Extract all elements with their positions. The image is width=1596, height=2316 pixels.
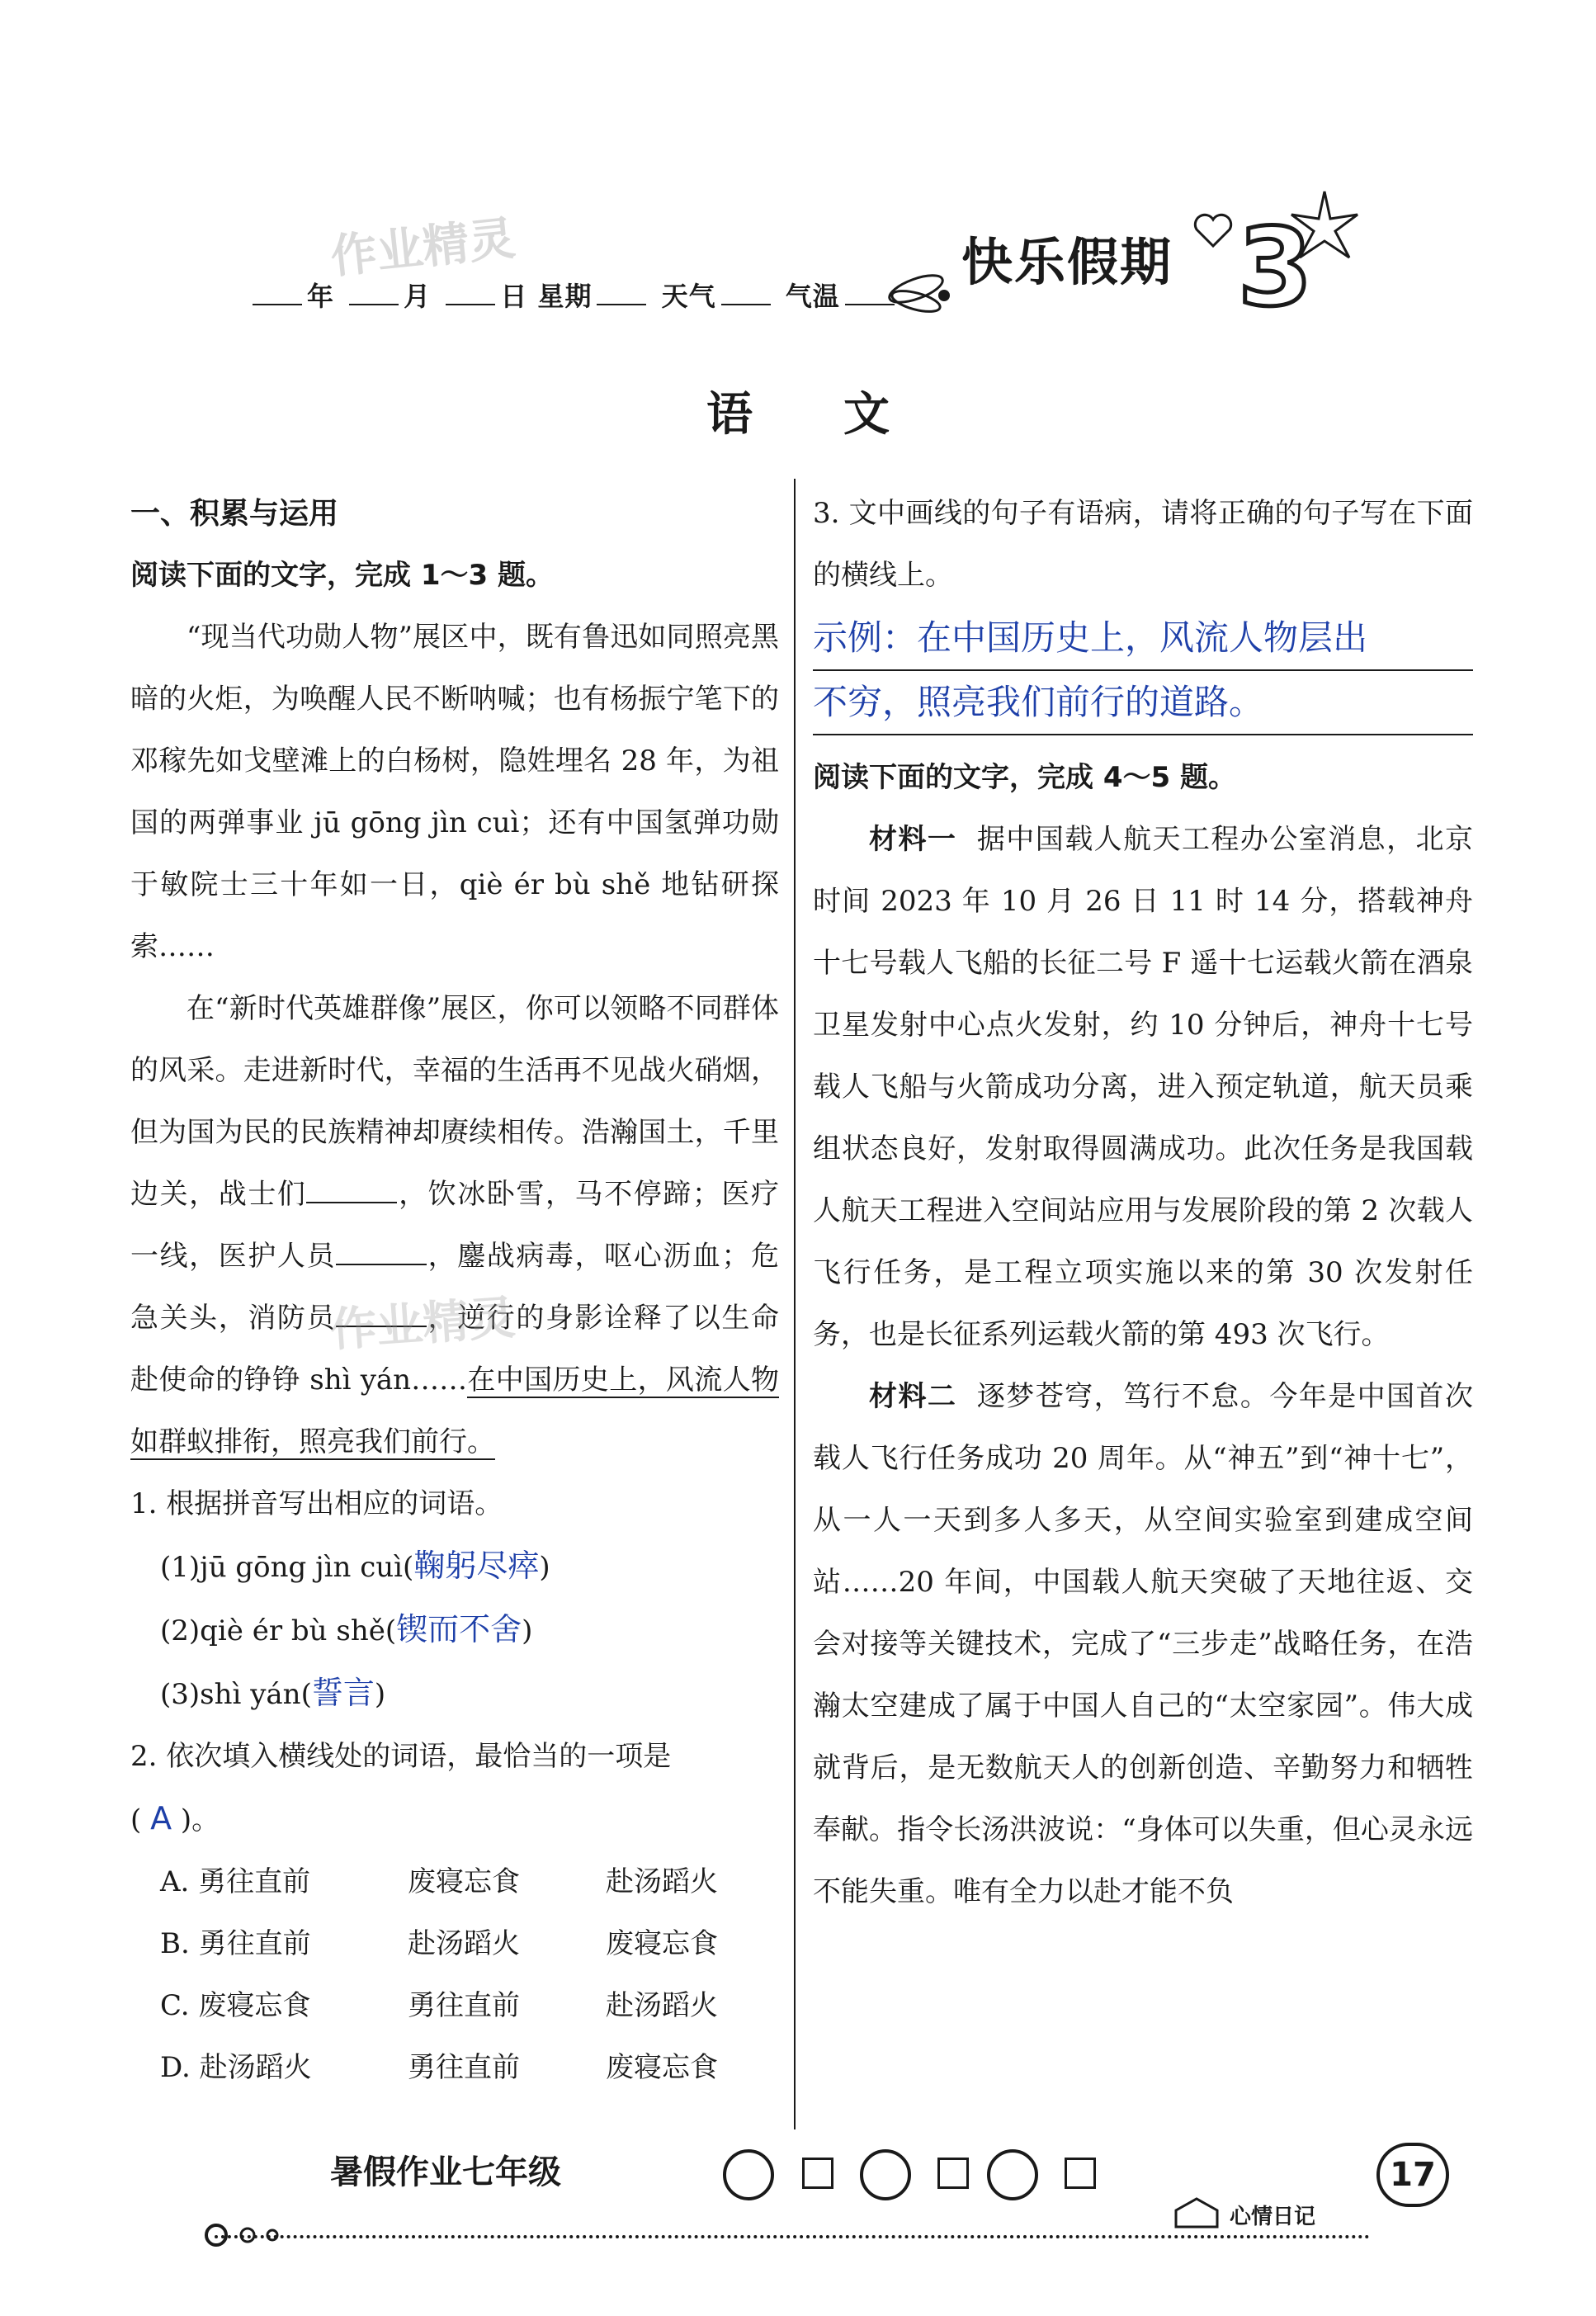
q2-answer[interactable]: A bbox=[150, 1800, 172, 1836]
sparkle-icon bbox=[1287, 190, 1362, 264]
option-text: 勇往直前 bbox=[408, 2051, 520, 2084]
option-row-d[interactable] bbox=[130, 2037, 779, 2099]
option-text: 赴汤蹈火 bbox=[408, 1927, 520, 1960]
material-2 bbox=[813, 1366, 1473, 1923]
q3-answer-line-1[interactable]: 示例：在中国历史上，风流人物层出 bbox=[813, 607, 1473, 671]
heart-icon bbox=[1192, 213, 1234, 249]
fill-blank-2[interactable] bbox=[336, 1239, 427, 1265]
option-text: A. 勇往直前 bbox=[160, 1865, 311, 1898]
subject-title: 语文 bbox=[706, 388, 980, 442]
year-blank[interactable] bbox=[253, 279, 302, 305]
q1-answer[interactable]: 锲而不舍 bbox=[396, 1611, 522, 1647]
question-2: 2. 依次填入横线处的词语，最恰当的一项是 bbox=[130, 1740, 672, 1773]
weather-label: 天气 bbox=[661, 281, 716, 312]
q1-label: (3)shì yán( bbox=[160, 1678, 312, 1711]
paren-close: ) bbox=[539, 1551, 550, 1584]
option-text: 赴汤蹈火 bbox=[606, 1865, 718, 1898]
paren-close: ) bbox=[522, 1614, 533, 1647]
paren-close: )。 bbox=[180, 1803, 220, 1836]
option-text: 废寝忘食 bbox=[408, 1865, 520, 1898]
logo-number: 3 bbox=[1238, 205, 1313, 330]
option-row-c[interactable] bbox=[130, 1975, 779, 2037]
option-text: B. 勇往直前 bbox=[160, 1927, 311, 1960]
option-row-a[interactable] bbox=[130, 1851, 779, 1913]
q1-answer[interactable]: 誓言 bbox=[311, 1675, 375, 1711]
right-column bbox=[813, 483, 1473, 1923]
material-text: 据中国载人航天工程办公室消息，北京时间 2023 年 10 月 26 日 11 时 14 分，搭载神舟十七号载人飞船的长征二号 F 遥十七运载火箭在酒泉卫星发射中心点火发射，约 10 分钟后，神舟十七号载人飞船与火箭成功分离，进入预定轨道，航天员乘组状态良好，发射取得圆满成功。此次任务是我国载人航天工程进入空间站应用与发展阶段的第 2 次载人飞行任务，是工程立项实施以来的第 30 次发射任务，也是长征系列运载火箭的第 493 次飞行。 bbox=[813, 823, 1474, 1351]
passage-text: ，饮冰卧雪，马不停蹄；医疗一线，医护人员 bbox=[130, 1178, 780, 1273]
q1-label: (2)qiè ér bù shě( bbox=[160, 1614, 397, 1647]
q3-answer-line-2[interactable]: 不穷，照亮我们前行的道路。 bbox=[813, 671, 1473, 735]
temp-label: 气温 bbox=[785, 281, 840, 312]
month-blank[interactable] bbox=[349, 279, 399, 305]
option-row-b[interactable] bbox=[130, 1913, 779, 1975]
year-label: 年 bbox=[307, 281, 335, 312]
reading-prompt-2: 阅读下面的文字，完成 4～5 题。 bbox=[813, 761, 1236, 794]
passage-paragraph-2 bbox=[130, 978, 779, 1473]
q1-item-1 bbox=[160, 1535, 779, 1599]
options-list bbox=[130, 1851, 779, 2099]
option-text: D. 赴汤蹈火 bbox=[160, 2051, 312, 2084]
q1-item-3 bbox=[160, 1662, 779, 1726]
watermark: 作业精灵 bbox=[328, 1291, 517, 1358]
passage-paragraph-1: “现当代功勋人物”展区中，既有鲁迅如同照亮黑暗的火炬，为唤醒人民不断呐喊；也有杨振宁笔下的邓稼先如戈壁滩上的白杨树，隐姓埋名 28 年，为祖国的两弹事业 jū gōng jìn cuì；还有中国氢弹功勋于敏院士三十年如一日，qiè ér bù shě 地钻研探索…… bbox=[130, 621, 779, 963]
option-text: C. 废寝忘食 bbox=[160, 1989, 311, 2022]
date-weather-bar bbox=[248, 276, 900, 314]
q1-item-2 bbox=[160, 1599, 779, 1662]
mood-diary-label: 心情日记 bbox=[1230, 2205, 1316, 2229]
smile-face-icon bbox=[723, 2149, 774, 2200]
section-heading: 一、积累与运用 bbox=[130, 497, 339, 531]
passage-text: 在“新时代英雄群像”展区，你可以领略不同群体的风采。走进新时代，幸福的生活再不见战火硝烟，但为国为民的民族精神却赓续相传。浩瀚国土，千里边关，战士们 bbox=[130, 992, 779, 1211]
month-label: 月 bbox=[404, 281, 432, 312]
option-text: 废寝忘食 bbox=[606, 2051, 718, 2084]
day-label: 日 bbox=[500, 281, 528, 312]
day-blank[interactable] bbox=[446, 279, 495, 305]
weather-blank[interactable] bbox=[721, 279, 771, 305]
question-1: 1. 根据拼音写出相应的词语。 bbox=[130, 1487, 503, 1520]
material-1 bbox=[813, 809, 1473, 1366]
dragonfly-icon bbox=[883, 256, 966, 330]
sad-face-icon bbox=[987, 2149, 1038, 2200]
mood-checkbox-sad[interactable] bbox=[1065, 2158, 1096, 2189]
passage-text: ，逆行的身影诠释了以生命赴使命的铮铮 shì yán…… bbox=[130, 1302, 780, 1397]
option-text: 废寝忘食 bbox=[606, 1927, 718, 1960]
option-text: 勇往直前 bbox=[408, 1989, 520, 2022]
neutral-face-icon bbox=[860, 2149, 911, 2200]
q1-answer[interactable]: 鞠躬尽瘁 bbox=[413, 1548, 540, 1584]
material-text: 逐梦苍穹，笃行不怠。今年是中国首次载人飞行任务成功 20 周年。从“神五”到“神十七”，从一人一天到多人多天，从空间实验室到建成空间站……20 年间，中国载人航天突破了天地往返、交会对接等关键技术，完成了“三步走”战略任务，在浩瀚太空建成了属于中国人自己的“太空家园”。伟大成就背后，是无数航天人的创新创造、辛勤努力和牺牲奉献。指令长汤洪波说：“身体可以失重，但心灵永远不能失重。唯有全力以赴才能不负 bbox=[813, 1380, 1474, 1908]
week-label: 星期 bbox=[537, 281, 593, 312]
q1-label: (1)jū gōng jìn cuì( bbox=[160, 1551, 414, 1584]
reading-prompt: 阅读下面的文字，完成 1～3 题。 bbox=[130, 559, 554, 592]
week-blank[interactable] bbox=[597, 279, 646, 305]
mood-checkbox-happy[interactable] bbox=[802, 2158, 833, 2189]
watermark: 作业精灵 bbox=[328, 211, 518, 285]
paren-close: ) bbox=[374, 1678, 386, 1711]
material-label: 材料一 bbox=[869, 823, 957, 856]
house-icon bbox=[1172, 2195, 1221, 2229]
underlined-sentence: 在中国历史上，风流人物如群蚁排衔，照亮我们前行。 bbox=[130, 1364, 780, 1458]
footer-title: 暑假作业七年级 bbox=[330, 2153, 561, 2191]
footer-dotted-line bbox=[215, 2235, 1370, 2238]
option-text: 赴汤蹈火 bbox=[606, 1989, 718, 2022]
mood-checkbox-neutral[interactable] bbox=[937, 2158, 969, 2189]
question-2-answer-line bbox=[130, 1788, 779, 1851]
passage-text: ，鏖战病毒，呕心沥血；危急关头，消防员 bbox=[130, 1240, 780, 1335]
fill-blank-1[interactable] bbox=[306, 1177, 397, 1203]
paren-open: ( bbox=[130, 1803, 142, 1836]
page-number: 17 bbox=[1376, 2143, 1449, 2207]
question-3: 3. 文中画线的句子有语病，请将正确的句子写在下面的横线上。 bbox=[813, 497, 1473, 592]
material-label: 材料二 bbox=[869, 1380, 957, 1413]
question-1-items bbox=[130, 1535, 779, 1726]
logo-text: 快乐假期 bbox=[961, 232, 1173, 292]
